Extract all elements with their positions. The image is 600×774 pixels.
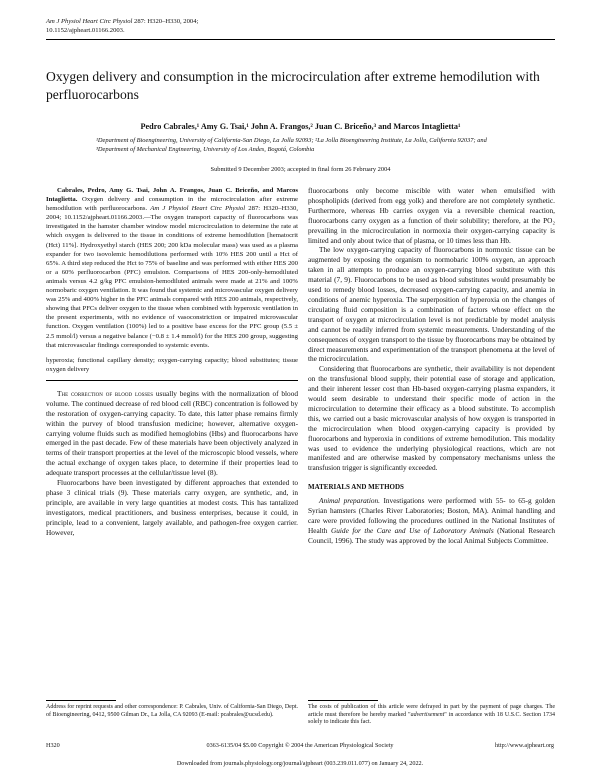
body-paragraph-3: Considering that fluorocarbons are synthetic, their availability is not dependent on the transfusional blood supply, their potential ease of storage and application, and their inherent lesser cost than Hb-based oxygen-carrying plasma expanders, it would seem desirable to understand their specific mode of action in the microcirculation to determine their efficacy as a blood substitute. To accomplish this, we carried out a basic microvascular analysis of how oxygen is transported in the microcirculation when blood oxygen-carrying capacity is provided by fluorocarbons and hyperoxia in conditions of extreme hemodilution. This modality was used to evidence the underlying physiological reactions, which are not manifested and are otherwise masked by compensatory mechanisms unless the transfusion trigger is significantly exceeded. [308,364,555,473]
journal-ref: 287: H320–H330, 2004; [132,18,199,25]
footnote-costs-b: " in accordance with 18 U.S.C. Section 1734 solely to indicate this fact. [308,711,555,725]
intro-paragraph-1 [46,389,298,478]
doi: 10.1152/ajpheart.01166.2003. [46,27,125,34]
intro-text-1: usually begins with the normalization of blood volume. The continued decrease of red blood cell (RBC) concentration is followed by the restoration of oxygen-carrying capacity. To date, this latter phase remains firmly within the purvey of blood transfusion medicine; however, alternative oxygen-carrying volume fluids such as modified hemoglobins (Hbs) and fluorocarbons have emerged in the past decade. Few of these materials have been objectively analyzed in terms of their transport properties at the level of the microscopic blood vessels, where the actual exchange of oxygen takes place, to determine if their properties lead to adequate transport processes at the cellular/tissue level (8). [46,388,299,478]
intro-paragraph-2: Fluorocarbons have been investigated by different approaches that extended to phase 3 clinical trials (9). These materials carry oxygen, are synthetic, and, in principle, are available in very large quantities at modest costs. This has tantalized investigators, medical practitioners, and business enterprises, because it could, in principle, lead to a convenient, largely available, and pathogen-free oxygen carrier. However, [46,478,298,537]
copyright-line: 0363-6135/04 $5.00 Copyright © 2004 the American Physiological Society [206,742,394,749]
methods-guide-title: Guide for the Care and Use of Laboratory Animals [330,525,494,535]
right-column [308,186,555,546]
section-heading-methods: MATERIALS AND METHODS [308,483,404,492]
footnote-publication-costs [308,704,555,727]
body-paragraph-2: The low oxygen-carrying capacity of fluorocarbons in normoxic tissue can be augmented by exposing the organism to normobaric 100% oxygen, an approach taken in all attempts to produce an oxygen-carrying blood substitute with this material (7, 9). Fluorocarbons to be used as blood substitutes would presumably be used to remedy blood losses, decreased oxygen-carrying capacity, and anemia in conditions of anemic hyperoxia. The superposition of hyperoxia on the changes of circulating fluid composition is a combination of factors whose effect on the transport of oxygen at microcirculation level is not predictable by model analysis and cannot be readily inferred from systemic measurements. Understanding of the consequences of oxygen transport to the tissue by fluorocarbons may be obtained by direct measurements and experimentation of the transport phenomena at the level of the microcirculation. [308,245,555,364]
left-column [46,186,298,537]
page-number: H320 [46,742,60,749]
abstract-text: 287: H320–H330, 2004; 10.1152/ajpheart.01166.2003.—The oxygen transport capacity of fluorocarbons was investigated in the hamster chamber window model microcirculation to determine the rate at which oxygen is delivered to the tissue in conditions of extreme hemodilution [hematocrit (Hct) 11%]. Hydroxyethyl starch (HES 200; 200 kDa molecular mass) was used as a plasma expander for two isovolemic hemodilutions performed with 10% HES 200 until a Hct of 65%. A third step reduced the Hct to 75% of baseline and was performed with either HES 200 or a 60% perfluorocarbon (PFC) emulsion. Comparisons of HES 200-only-hemodiluted animals versus 4.2 g/kg PFC emulsion-hemodiluted animals were made at 21% and 100% normobaric oxygen ventilation. It was found that systemic and microvascular oxygen delivery was 25% and 400% higher in the PFC animals compared with HES 200 animals, respectively, showing that PFCs deliver oxygen to the tissue when combined with hyperoxic ventilation in the present experiments, with no evidence of vasoconstriction or impaired microvascular function. Oxygen ventilation (100%) led to a positive base excess for the PFC group (5.5 ± 2.5 mmol/l) versus a negative balance (−0.8 ± 1.4 mmol/l) for the HES 200 group, suggesting that microvascular findings corresponded to systemic events. [46,205,299,349]
intro-lead: The correction of blood losses [57,388,154,398]
footnote-correspondence: Address for reprint requests and other correspondence: P. Cabrales, Univ. of California-San Diego, Dept. of Bioengineering, 0412, 9500 Gilman Dr., La Jolla, CA 92093 (E-mail: pcabrales@ucsd.edu). [46,704,298,718]
authors: Pedro Cabrales,¹ Amy G. Tsai,¹ John A. Frangos,² Juan C. Briceño,³ and Marcos Intaglietta¹ [140,122,461,131]
footnote-costs-a: The costs of publication of this article were defrayed in part by the payment of page charges. The article must therefore be hereby marked " [308,704,555,718]
keywords: hyperoxia; functional capillary density; oxygen-carrying capacity; blood substitutes; tissue oxygen delivery [46,356,298,373]
submission-dates: Submitted 9 December 2003; accepted in final form 26 February 2004 [210,166,391,173]
subheading-animal-preparation: Animal preparation. [319,496,380,506]
affiliations: ¹Department of Bioengineering, University of California-San Diego, La Jolla 92093; ²La Jolla Bioengineering Institute, La Jolla, California 92037; and ³Department of Mechanical Engineering, University of Los Andes, Bogotá, Colombia [96,137,487,153]
footnote-advertisement: advertisement [410,711,445,718]
abstract-rule [46,380,298,381]
abstract-citation-title: Oxygen delivery and consumption in the microcirculation after extreme hemodilution with perfluorocarbons. [46,196,298,213]
methods-paragraph-1 [308,496,555,546]
abstract-citation-authors: Cabrales, Pedro, Amy G. Tsai, John A. Frangos, Juan C. Briceño, and Marcos Intaglietta. [46,187,298,204]
footnote-rule-left [46,700,116,701]
methods-text-b: (National Research Council, 1996). The study was approved by the local Animal Subjects Committee. [308,525,555,545]
footnote-rule-right [308,700,378,701]
abstract [46,186,298,350]
journal-header [46,17,198,35]
abstract-citation-journal: Am J Physiol Heart Circ Physiol [150,205,246,213]
journal-abbrev: Am J Physiol Heart Circ Physiol [46,18,133,25]
article-title: Oxygen delivery and consumption in the microcirculation after extreme hemodilution with perfluorocarbons [46,69,540,102]
journal-url[interactable]: http://www.ajpheart.org [495,742,554,749]
header-rule [46,39,555,40]
body-paragraph-1: fluorocarbons only become miscible with water when emulsified with phospholipids (derived from egg yolk) and therefore are not completely synthetic. Furthermore, whereas Hb carries oxygen via a reversible chemical reaction, fluorocarbons carry oxygen as a function of their solubility; therefore, at the PO₂ prevailing in the microcirculation in normoxia their oxygen-carrying capacity is limited and only about twice that of plasma, or 10 times less than Hb. [308,186,555,245]
methods-text-a: Investigations were performed with 55- to 65-g golden Syrian hamsters (Charles River Laboratories; Boston, MA). Animal handling and care were provided following the procedures outlined in the National Institutes of Health [308,496,555,535]
download-notice: Downloaded from journals.physiology.org/journal/ajpheart (003.239.011.077) on January 24, 2022. [176,760,424,767]
